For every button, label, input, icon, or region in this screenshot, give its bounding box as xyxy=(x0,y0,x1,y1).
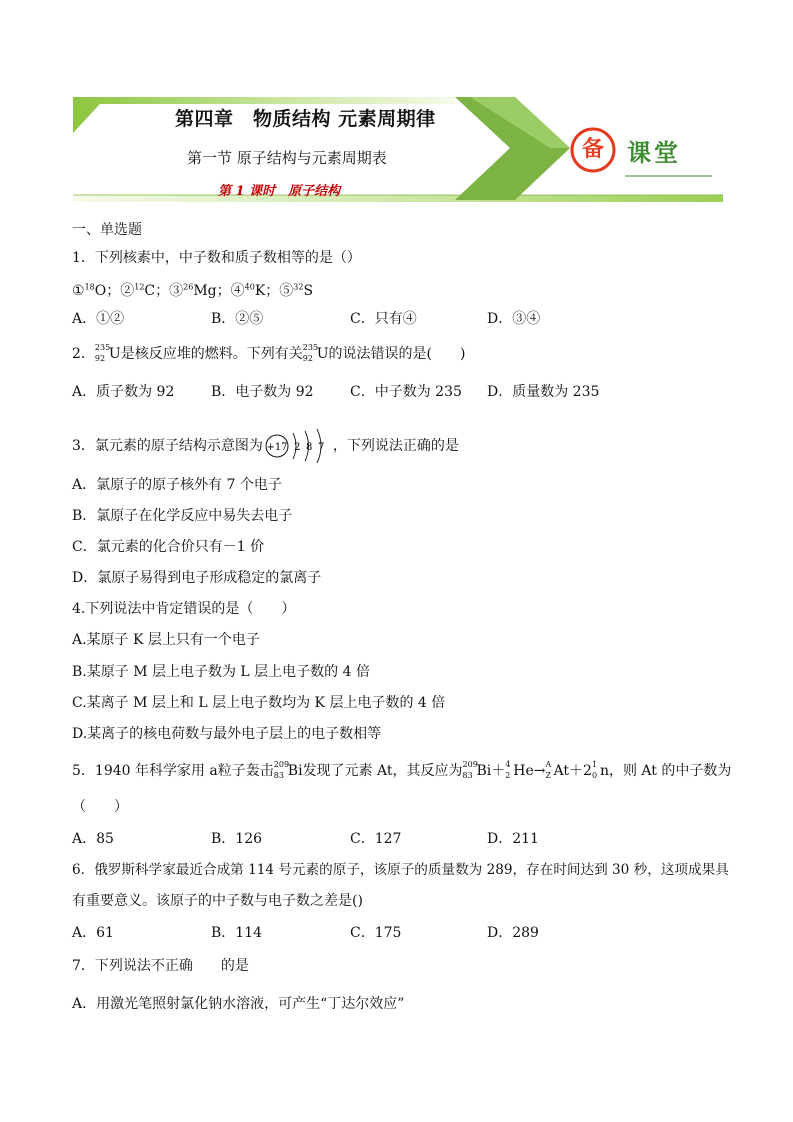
chapter-title: 第四章 物质结构 元素周期律 xyxy=(175,108,436,130)
nucleus-charge: +17 xyxy=(266,442,288,453)
q2-stem: 2． 235 92 U是核反应堆的燃料。下列有关 235 92 U的说法错误的是( ) xyxy=(72,343,466,363)
q1-item-4: ④$^{40}$K； xyxy=(230,282,280,299)
lesson-title: 第 1 课时 原子结构 xyxy=(218,184,341,199)
shell-3-electrons: 7 xyxy=(317,442,325,453)
q7-stem: 7．下列说法不正确 的是 xyxy=(72,958,249,974)
shell-2-electrons: 8 xyxy=(305,442,313,453)
q1-stem: 1．下列核素中，中子数和质子数相等的是（） xyxy=(72,250,361,266)
section-title: 第一节 原子结构与元素周期表 xyxy=(187,149,387,167)
q1-option-d: D．③④ xyxy=(487,311,541,327)
q6-option-c: C．175 xyxy=(350,925,402,941)
q4-option-d: D.某离子的核电荷数与最外电子层上的电子数相等 xyxy=(72,726,382,742)
he-nuclide: 4 2 xyxy=(505,760,511,780)
q6-option-d: D．289 xyxy=(487,925,539,941)
bi-nuclide: 209 83 xyxy=(273,760,290,780)
u235-nuclide-2: 235 92 xyxy=(302,343,319,363)
q4-option-b: B.某原子 M 层上电子数为 L 层上电子数的 4 倍 xyxy=(72,664,370,680)
q2-option-b: B．电子数为 92 xyxy=(211,384,314,400)
logo-icon: 备 xyxy=(581,137,604,162)
q1-item-3: ③$^{26}$Mg； xyxy=(169,282,231,299)
q4-option-a: A.某原子 K 层上只有一个电子 xyxy=(72,632,260,648)
at-nuclide: A Z xyxy=(545,760,552,780)
q4-option-c: C.某离子 M 层上和 L 层上电子数均为 K 层上电子数的 4 倍 xyxy=(72,695,446,711)
bottom-green-bar xyxy=(73,195,723,202)
chapter-header xyxy=(0,0,793,210)
q1-nuclide-list xyxy=(72,278,313,300)
q2-option-d: D．质量数为 235 xyxy=(487,384,600,400)
q1-option-c: C．只有④ xyxy=(350,311,417,327)
neutron-nuclide: 1 0 xyxy=(591,760,598,780)
u235-nuclide: 235 92 xyxy=(94,343,111,363)
q2-option-a: A．质子数为 92 xyxy=(72,384,175,400)
q3-stem: 3．氯元素的原子结构示意图为 +17 2 8 7 ，下列说法正确的是 xyxy=(72,429,459,463)
q5-option-c: C．127 xyxy=(350,831,402,847)
q3-option-a: A．氯原子的原子核外有 7 个电子 xyxy=(72,477,282,493)
q6-stem-line2: 有重要意义。该原子的中子数与电子数之差是() xyxy=(72,893,363,909)
q2-option-c: C．中子数为 235 xyxy=(350,384,462,400)
q5-option-d: D．211 xyxy=(487,831,539,847)
q1-item-2: ②$^{12}$C； xyxy=(120,282,170,299)
q6-option-a: A．61 xyxy=(72,925,114,941)
q3-option-b: B．氯原子在化学反应中易失去电子 xyxy=(72,508,293,524)
q3-option-c: C．氯元素的化合价只有－1 价 xyxy=(72,539,265,555)
logo-text: 课堂 xyxy=(627,139,681,167)
q6-stem-line1: 6．俄罗斯科学家最近合成第 114 号元素的原子，该原子的质量数为 289，存在时间达到 30 秒，这项成果具 xyxy=(72,862,729,878)
bi-nuclide-2: 209 83 xyxy=(462,760,478,780)
q1-item-5: ⑤$^{32}$S xyxy=(279,282,314,299)
q7-option-a: A．用激光笔照射氯化钠水溶液，可产生“丁达尔效应” xyxy=(72,996,405,1012)
q5-stem-line2: （ ） xyxy=(72,799,128,815)
q5-stem: 5．1940 年科学家用 a粒子轰击 209 83 Bi发现了元素 At，其反应为 209 83 Bi＋ 4 2 He→ A Z At＋2 1 0 n，则 At 的中子数为 xyxy=(72,760,732,780)
q6-option-b: B．114 xyxy=(211,925,263,941)
q1-option-b: B．②⑤ xyxy=(211,311,264,327)
q5-option-b: B．126 xyxy=(211,831,263,847)
section-heading: 一、单选题 xyxy=(72,222,142,238)
q5-option-a: A．85 xyxy=(72,831,114,847)
shell-1-electrons: 2 xyxy=(293,442,301,453)
q4-stem: 4.下列说法中肯定错误的是（ ） xyxy=(72,601,296,617)
q1-item-1: ①$^{18}$O； xyxy=(72,282,121,299)
q1-option-a: A．①② xyxy=(72,311,125,327)
chlorine-atom-structure-diagram xyxy=(263,429,333,463)
q3-option-d: D．氯原子易得到电子形成稳定的氯离子 xyxy=(72,570,322,586)
